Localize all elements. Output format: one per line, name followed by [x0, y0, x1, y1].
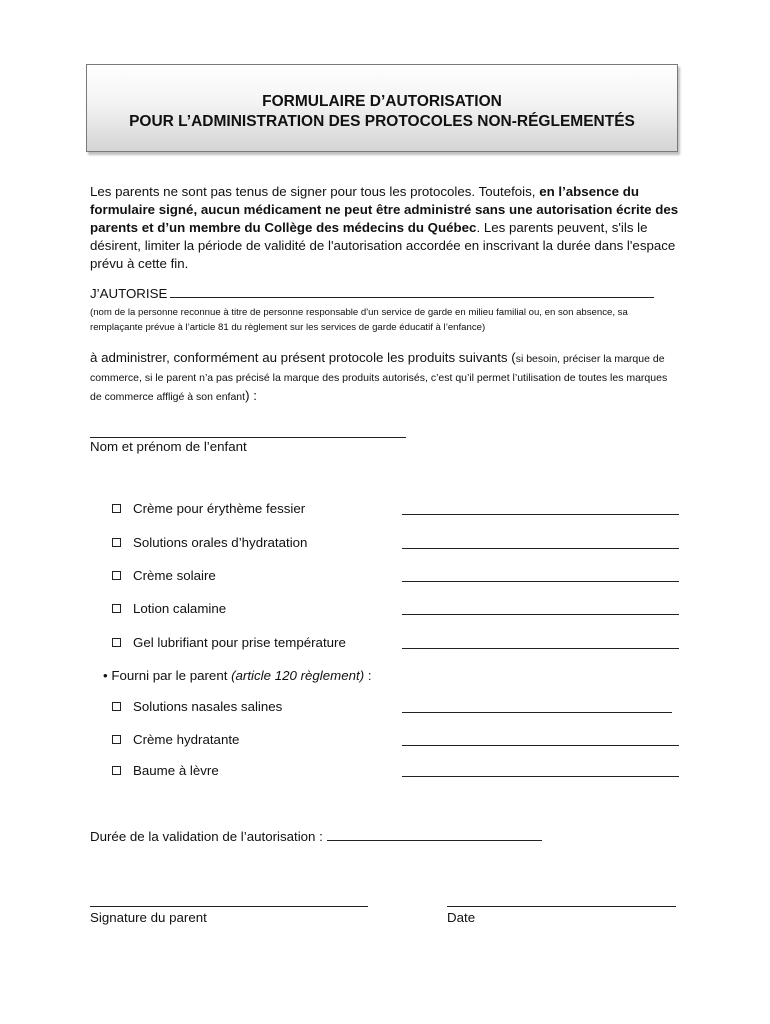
validity-row [90, 828, 542, 844]
product-fill-line[interactable] [402, 514, 679, 515]
authorize-name-field[interactable] [170, 285, 654, 298]
form-title: FORMULAIRE D’AUTORISATION [262, 93, 502, 110]
parent-supplied-heading [103, 668, 372, 683]
parent-product-fill-line[interactable] [402, 712, 672, 713]
parent-product-label: Crème hydratante [133, 732, 240, 747]
parent-supplied-article: (article 120 règlement) [231, 668, 365, 683]
product-label: Crème pour érythème fessier [133, 501, 306, 516]
parent-supplied-label: Fourni par le parent [111, 668, 232, 683]
checkbox[interactable] [112, 638, 121, 647]
child-name-field[interactable] [90, 437, 406, 438]
product-item [112, 501, 305, 516]
parent-product-label: Baume à lèvre [133, 763, 219, 778]
parent-product-label: Solutions nasales salines [133, 699, 283, 714]
administration-paragraph [90, 349, 680, 406]
intro-text-2: . Les parents peuvent, s'ils le désirent, limiter la période de validité de l'autorisation accordée en inscrivant la durée dans l'espace prévu à cette fin. [90, 220, 676, 271]
title-box [86, 64, 678, 152]
admin-main-text: à administrer, conformément au présent protocole les produits suivants ( [90, 350, 516, 365]
product-fill-line[interactable] [402, 548, 679, 549]
signature-label: Signature du parent [90, 910, 207, 925]
authorize-note: (nom de la personne reconnue à titre de personne responsable d'un service de garde en milieu familial ou, en son absence, sa remplaçante prévue à l’article 81 du règlement sur les services de garde éducatif à l’enfance) [90, 307, 628, 333]
product-label: Solutions orales d’hydratation [133, 535, 308, 550]
parent-product-item [112, 763, 219, 778]
product-item [112, 568, 216, 583]
authorize-row [90, 285, 654, 301]
checkbox[interactable] [112, 735, 121, 744]
checkbox[interactable] [112, 504, 121, 513]
parent-product-item [112, 699, 282, 714]
product-label: Lotion calamine [133, 601, 227, 616]
admin-end-text: ) : [245, 388, 257, 403]
product-item [112, 601, 226, 616]
validity-field[interactable] [327, 828, 542, 841]
product-fill-line[interactable] [402, 614, 679, 615]
product-item [112, 635, 346, 650]
validity-label: Durée de la validation de l’autorisation : [90, 829, 323, 844]
intro-text-1: Les parents ne sont pas tenus de signer pour tous les protocoles. Toutefois, [90, 184, 540, 199]
admin-small-text: si besoin, préciser la marque de commerce, si le parent n’a pas précisé la marque des produits autorisés, c’est qu’il permet l’utilisation de toutes les marques de commerce affligé à son enfant [90, 353, 668, 403]
date-label: Date [447, 910, 476, 925]
child-name-label: Nom et prénom de l’enfant [90, 439, 247, 454]
checkbox[interactable] [112, 766, 121, 775]
parent-product-item [112, 732, 239, 747]
parent-product-fill-line[interactable] [402, 745, 679, 746]
product-label: Gel lubrifiant pour prise température [133, 635, 346, 650]
intro-paragraph [90, 183, 682, 273]
parent-product-fill-line[interactable] [402, 776, 679, 777]
checkbox[interactable] [112, 538, 121, 547]
intro-bold-text: en l’absence du formulaire signé, aucun médicament ne peut être administré sans une autorisation écrite des parents et d’un membre du Collège des médecins du Québec [90, 184, 679, 235]
product-item [112, 535, 307, 550]
product-label: Crème solaire [133, 568, 216, 583]
date-field[interactable] [447, 906, 676, 907]
checkbox[interactable] [112, 702, 121, 711]
bullet-icon: • [103, 668, 108, 683]
product-fill-line[interactable] [402, 648, 679, 649]
parent-supplied-colon: : [364, 668, 372, 683]
form-subtitle: POUR L’ADMINISTRATION DES PROTOCOLES NON-RÉGLEMENTÉS [129, 113, 635, 130]
signature-field[interactable] [90, 906, 368, 907]
authorize-label: J’AUTORISE [90, 286, 168, 301]
checkbox[interactable] [112, 604, 121, 613]
product-fill-line[interactable] [402, 581, 679, 582]
checkbox[interactable] [112, 571, 121, 580]
